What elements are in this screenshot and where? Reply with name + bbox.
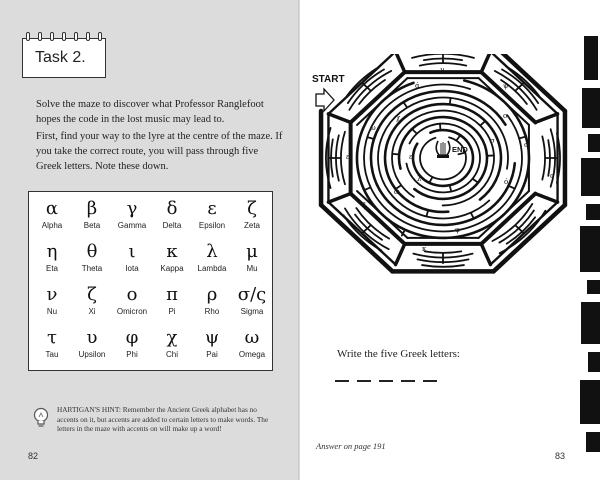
- maze-letter: λ: [417, 175, 422, 183]
- maze-walls: [321, 54, 565, 271]
- alphabet-entry: [112, 328, 152, 360]
- greek-letter-name: Nu: [46, 307, 58, 316]
- notepad-binding: [26, 32, 102, 42]
- maze-letter: ο: [503, 112, 508, 120]
- alphabet-entry: [72, 328, 112, 360]
- greek-letter-symbol: λ: [206, 241, 218, 262]
- write-prompt: Write the five Greek letters:: [337, 348, 460, 360]
- greek-letter-symbol: φ: [125, 327, 139, 348]
- greek-letter-symbol: ζ: [87, 284, 97, 305]
- greek-letter-symbol: ο: [126, 284, 138, 305]
- greek-letter-name: Iota: [125, 264, 139, 273]
- chapter-edge-tab: [578, 36, 600, 456]
- alphabet-entry: [72, 285, 112, 317]
- alphabet-entry: [192, 242, 232, 274]
- answer-blank[interactable]: [379, 380, 393, 382]
- maze-letter: χ: [396, 114, 401, 122]
- greek-letter-symbol: ω: [244, 327, 260, 348]
- maze-letter: ψ: [503, 82, 509, 90]
- alphabet-entry: [32, 242, 72, 274]
- greek-letter-symbol: θ: [86, 241, 98, 262]
- alphabet-entry: [72, 199, 112, 231]
- greek-letter-symbol: σ/ς: [237, 284, 267, 305]
- maze-letter: ε: [409, 153, 413, 161]
- greek-letter-symbol: ε: [207, 198, 217, 219]
- alphabet-entry: [192, 328, 232, 360]
- maze-center: [436, 141, 468, 158]
- greek-letter-symbol: μ: [246, 241, 258, 262]
- greek-letter-name: Theta: [81, 264, 103, 273]
- intro-paragraph: Solve the maze to discover what Professor Ranglefoot hopes the code in the lost music may lead to.: [36, 99, 264, 125]
- alphabet-entry: [72, 242, 112, 274]
- greek-letter-symbol: α: [45, 198, 59, 219]
- octagon-maze: [302, 54, 570, 302]
- alphabet-entry: [192, 199, 232, 231]
- alphabet-entry: [32, 285, 72, 317]
- maze-letter: φ: [455, 226, 460, 234]
- greek-letter-name: Lambda: [197, 264, 227, 273]
- answer-blank[interactable]: [357, 380, 371, 382]
- maze-letter: σ: [524, 141, 529, 149]
- maze-letter: ώ: [370, 124, 376, 132]
- greek-letter-name: Phi: [126, 350, 138, 359]
- start-marker: [312, 74, 345, 111]
- maze-letter: ς: [550, 172, 554, 180]
- greek-letter-name: Tau: [45, 350, 59, 359]
- alphabet-entry: [192, 285, 232, 317]
- maze-letter: ό: [504, 178, 509, 186]
- greek-letter-symbol: χ: [166, 327, 178, 348]
- greek-letter-symbol: ρ: [206, 284, 218, 305]
- greek-letter-name: Alpha: [41, 221, 63, 230]
- alphabet-entry: [112, 285, 152, 317]
- alphabet-entry: [112, 199, 152, 231]
- maze-letter: ζ: [362, 202, 366, 210]
- greek-letter-name: Mu: [246, 264, 258, 273]
- greek-letter-name: Zeta: [243, 221, 260, 230]
- answer-blank[interactable]: [401, 380, 415, 382]
- task-title: Task 2.: [35, 49, 86, 66]
- lightbulb-icon: [32, 407, 50, 429]
- alphabet-entry: [32, 199, 72, 231]
- greek-letter-name: Xi: [88, 307, 96, 316]
- maze-letter: ώ: [394, 188, 400, 196]
- greek-letter-name: Beta: [83, 221, 101, 230]
- alphabet-entry: [152, 199, 192, 231]
- maze-letter: γ: [440, 66, 445, 74]
- answer-blanks[interactable]: [335, 380, 437, 382]
- alphabet-entry: [152, 285, 192, 317]
- maze-letter: ά: [415, 82, 420, 90]
- greek-letter-symbol: δ: [166, 198, 178, 219]
- maze-start-label: START: [312, 74, 345, 85]
- answer-blank[interactable]: [423, 380, 437, 382]
- greek-letter-name: Rho: [204, 307, 220, 316]
- answer-blank[interactable]: [335, 380, 349, 382]
- greek-letter-name: Eta: [45, 264, 58, 273]
- greek-letter-name: Pai: [206, 350, 218, 359]
- greek-letter-symbol: η: [46, 241, 58, 262]
- maze-letter: ε: [346, 153, 350, 161]
- greek-letter-name: Delta: [162, 221, 182, 230]
- greek-letter-name: Sigma: [240, 307, 264, 316]
- greek-letter-symbol: β: [86, 198, 98, 219]
- alphabet-entry: [232, 285, 272, 317]
- maze-end-label: END: [452, 145, 468, 154]
- greek-letter-name: Omega: [238, 350, 266, 359]
- alphabet-entry: [232, 199, 272, 231]
- greek-letter-symbol: ψ: [204, 327, 220, 348]
- greek-letter-symbol: ν: [46, 284, 58, 305]
- instructions-paragraph: First, find your way to the lyre at the centre of the maze. If you take the correct route, you will pass through five Greek letters. Note these down.: [36, 131, 283, 172]
- alphabet-entry: [232, 242, 272, 274]
- greek-letter-name: Pi: [168, 307, 176, 316]
- maze-letter: κ: [422, 245, 427, 253]
- greek-letter-symbol: υ: [86, 327, 98, 348]
- alphabet-entry: [152, 242, 192, 274]
- greek-letter-name: Omicron: [116, 307, 148, 316]
- lyre-icon: [436, 141, 450, 158]
- greek-letter-symbol: κ: [166, 241, 178, 262]
- greek-letter-symbol: ι: [128, 241, 136, 262]
- greek-letter-name: Upsilon: [78, 350, 106, 359]
- alphabet-entry: [152, 328, 192, 360]
- start-arrow-icon: [316, 89, 334, 111]
- greek-letter-name: Gamma: [117, 221, 147, 230]
- alphabet-entry: [112, 242, 152, 274]
- greek-letter-name: Kappa: [160, 264, 184, 273]
- greek-letter-symbol: γ: [126, 198, 138, 219]
- greek-letter-symbol: π: [166, 284, 178, 305]
- greek-letter-name: Epsilon: [198, 221, 226, 230]
- hint-text: HARTIGAN'S HINT: Remember the Ancient Greek alphabet has no accents on it, but accents are added to certain letters to make words. The letters in the maze with accents on will make up a word!: [57, 405, 269, 433]
- page-number-right: 83: [555, 451, 566, 461]
- maze-letter: σ: [490, 137, 495, 145]
- greek-letter-symbol: τ: [47, 327, 57, 348]
- alphabet-entry: [232, 328, 272, 360]
- greek-letter-symbol: ζ: [247, 198, 257, 219]
- task-card: [22, 38, 106, 78]
- greek-letter-name: Chi: [165, 350, 178, 359]
- alphabet-entry: [32, 328, 72, 360]
- answer-reference: Answer on page 191: [316, 441, 386, 451]
- greek-alphabet-table: [28, 191, 273, 371]
- page-number-left: 82: [28, 451, 39, 461]
